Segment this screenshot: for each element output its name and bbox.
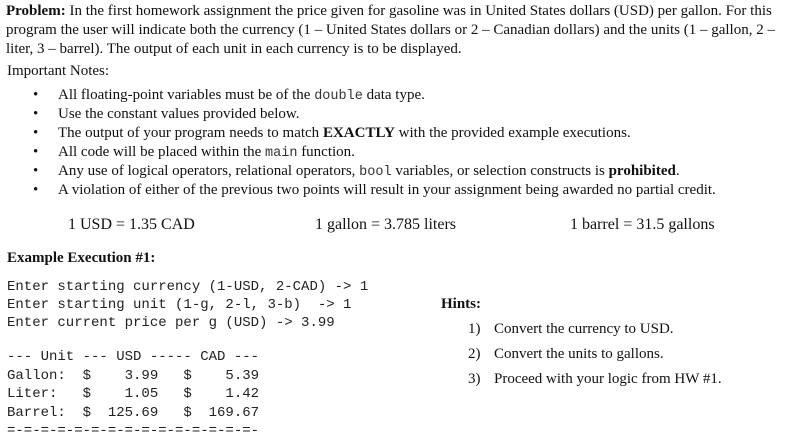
note-text: Use the constant values provided below. xyxy=(58,106,300,122)
problem-text: In the first homework assignment the price given for gasoline was in United States dollars (USD) per gallon. For this program the user will indicate both the currency (1 – United States dollars or 2 – Canadian dollars) and the units (1 – gallon, 2 – liter, 3 – barrel). The output of each unit in each currency is to be displayed. xyxy=(6,3,775,57)
notes-title: Important Notes: xyxy=(7,63,110,79)
hint-text: Proceed with your logic from HW #1. xyxy=(494,371,722,387)
note-text: with the provided example executions. xyxy=(394,125,631,141)
output-line: Barrel: $ 125.69 $ 169.67 xyxy=(7,404,260,421)
hint-number: 2) xyxy=(468,346,481,362)
bullet-icon: • xyxy=(33,182,39,198)
output-line: =-=-=-=-=-=-=-=-=-=-=-=-=-=-=- xyxy=(7,423,260,439)
list-item xyxy=(0,86,716,105)
output-line: Gallon: $ 3.99 $ 5.39 xyxy=(7,367,260,384)
console-line: Enter starting currency (1-USD, 2-CAD) -> 1 xyxy=(7,279,369,295)
hints-title: Hints: xyxy=(441,296,482,312)
list-item xyxy=(0,143,716,162)
output-line: Liter: $ 1.05 $ 1.42 xyxy=(7,386,260,402)
note-code: double xyxy=(314,89,363,104)
note-text: The output of your program needs to match xyxy=(58,125,323,141)
note-text: function. xyxy=(297,144,355,160)
hint-number: 1) xyxy=(468,321,481,337)
hint-text: Convert the units to gallons. xyxy=(494,346,664,362)
note-bold: prohibited xyxy=(608,163,676,179)
note-text: . xyxy=(675,163,680,179)
note-text: All code will be placed within the xyxy=(58,144,266,160)
hint-text: Convert the currency to USD. xyxy=(494,321,674,337)
bullet-icon: • xyxy=(33,163,39,179)
conversion-barrel-gallon: 1 barrel = 31.5 gallons xyxy=(570,216,715,233)
conversion-gallon-liter: 1 gallon = 3.785 liters xyxy=(315,216,457,233)
console-output-table xyxy=(7,348,259,441)
conversion-usd-cad: 1 USD = 1.35 CAD xyxy=(68,216,195,233)
note-text: data type. xyxy=(362,87,425,103)
note-text: variables, or selection constructs is xyxy=(391,163,609,179)
bullet-icon: • xyxy=(33,87,39,103)
note-bold: EXACTLY xyxy=(322,125,395,141)
output-line: --- Unit --- USD ----- CAD --- xyxy=(7,349,260,365)
note-code: bool xyxy=(359,165,392,180)
list-item xyxy=(0,105,716,124)
bullet-icon: • xyxy=(33,106,39,122)
bullet-icon: • xyxy=(33,125,39,141)
list-item xyxy=(0,162,716,181)
problem-label: Problem: xyxy=(6,3,66,19)
console-line: Enter current price per g (USD) -> 3.99 xyxy=(7,315,335,331)
hint-number: 3) xyxy=(468,371,481,387)
note-text: Any use of logical operators, relational operators, xyxy=(58,163,360,179)
console-prompts xyxy=(7,278,368,332)
problem-statement xyxy=(6,2,792,59)
list-item xyxy=(0,124,716,143)
note-text: A violation of either of the previous two points will result in your assignment being awarded no partial credit. xyxy=(58,182,716,198)
list-item xyxy=(0,181,716,200)
note-text: All floating-point variables must be of the xyxy=(58,87,315,103)
bullet-icon: • xyxy=(33,144,39,160)
note-code: main xyxy=(265,146,298,161)
notes-list xyxy=(0,86,716,200)
example-title: Example Execution #1: xyxy=(7,250,156,266)
console-line: Enter starting unit (1-g, 2-l, 3-b) -> 1 xyxy=(7,297,352,313)
